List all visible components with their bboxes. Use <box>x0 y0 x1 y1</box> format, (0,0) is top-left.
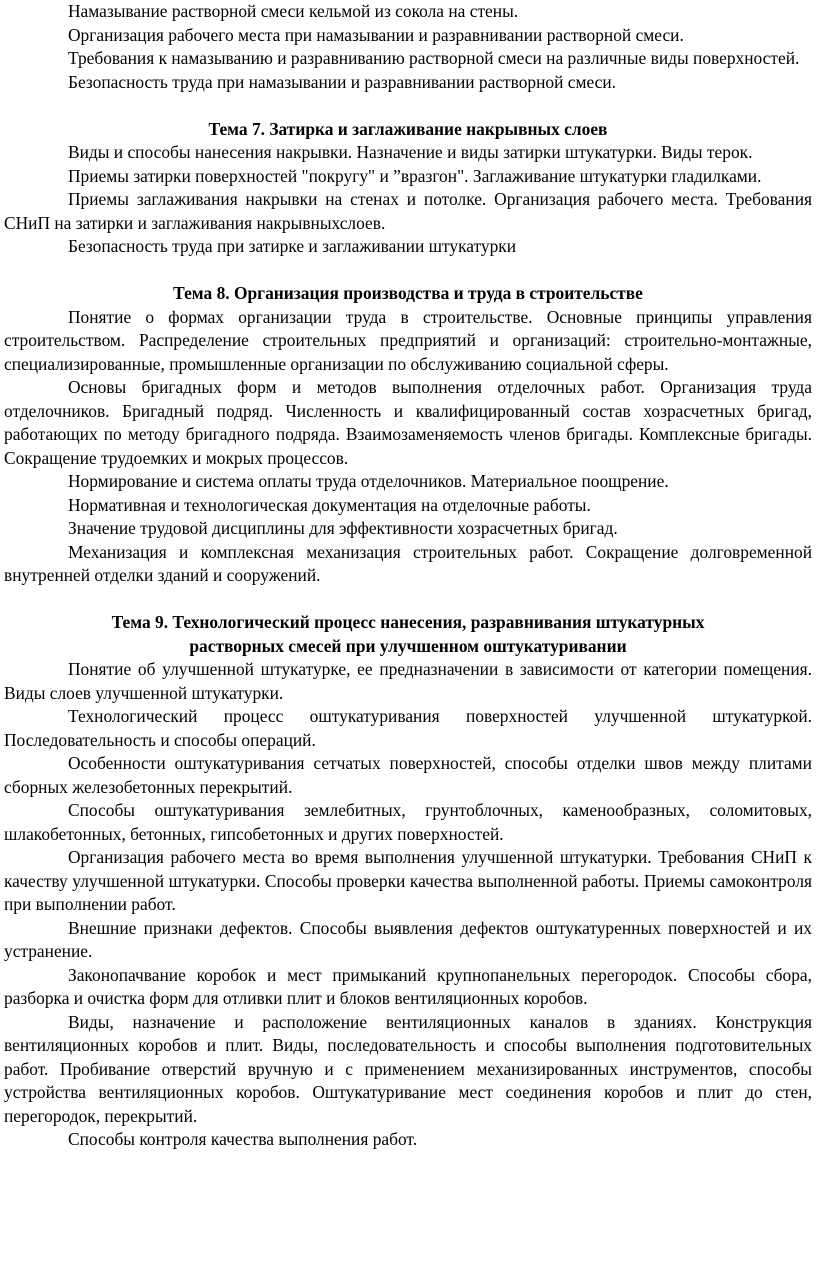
section-gap <box>4 588 812 612</box>
paragraph: Приемы заглаживания накрывки на стенах и потолке. Организация рабочего места. Требования СНиП на затирки и заглаживания накрывныхслоев. <box>4 189 812 233</box>
section-heading-line-2: растворных смесей при улучшенном оштукатуривании <box>189 635 627 656</box>
paragraph: Безопасность труда при затирке и заглаживании штукатурки <box>68 236 517 256</box>
paragraph: Технологический процесс оштукатуривания поверхностей улучшенной штукатуркой. Последовательность и способы операций. <box>4 706 812 750</box>
paragraph: Понятие о формах организации труда в строительстве. Основные принципы управления строительством. Распределение строительных предприятий и организаций: строительно-монтажные, специализированные, промышленные организации по обслуживанию социальной сферы. <box>4 306 812 374</box>
section-heading: Тема 8. Организация производства и труда в строительстве <box>173 283 643 303</box>
paragraph: Намазывание растворной смеси кельмой из сокола на стены. <box>68 1 519 21</box>
paragraph: Нормирование и система оплаты труда отделочников. Материальное поощрение. <box>68 471 669 491</box>
paragraph: Организация рабочего места при намазывании и разравнивании растворной смеси. <box>68 24 684 45</box>
paragraph: Требования к намазыванию и разравниванию растворной смеси на различные виды поверхностей. <box>68 48 800 68</box>
paragraph: Приемы затирки поверхностей "покругу" и ”вразгон". Заглаживание штукатурки гладилками. <box>68 165 762 186</box>
section-gap <box>4 259 812 283</box>
paragraph: Организация рабочего места во время выполнения улучшенной штукатурки. Требования СНиП к качеству улучшенной штукатурки. Способы проверки качества выполненной работы. Приемы самоконтроля при выполнении работ. <box>4 847 812 914</box>
paragraph: Понятие об улучшенной штукатурке, ее предназначении в зависимости от категории помещения. Виды слоев улучшенной штукатурки. <box>4 659 812 703</box>
paragraph: Значение трудовой дисциплины для эффективности хозрасчетных бригад. <box>68 518 618 538</box>
section-heading: Тема 7. Затирка и заглаживание накрывных слоев <box>208 118 608 139</box>
paragraph: Безопасность труда при намазывании и разравнивании растворной смеси. <box>68 71 617 92</box>
paragraph: Внешние признаки дефектов. Способы выявления дефектов оштукатуренных поверхностей и их устранение. <box>4 917 812 961</box>
paragraph: Виды и способы нанесения накрывки. Назначение и виды затирки штукатурки. Виды терок. <box>68 142 753 162</box>
document-page <box>4 0 812 1152</box>
paragraph: Механизация и комплексная механизация строительных работ. Сокращение долговременной внутренней отделки зданий и сооружений. <box>4 541 812 585</box>
paragraph: Основы бригадных форм и методов выполнения отделочных работ. Организация труда отделочников. Бригадный подряд. Численность и квалифицированный состав хозрасчетных бригад, работающих по методу бригадного подряда. Взаимозаменяемость членов бригады. Комплексные бригады. Сокращение трудоемких и мокрых процессов. <box>4 377 812 468</box>
paragraph: Способы оштукатуривания землебитных, грунтоблочных, каменообразных, соломитовых, шлакобетонных, бетонных, гипсобетонных и других поверхностей. <box>4 800 812 844</box>
paragraph: Нормативная и технологическая документация на отделочные работы. <box>68 494 591 515</box>
section-gap <box>4 94 812 118</box>
section-heading-line-1: Тема 9. Технологический процесс нанесения, разравнивания штукатурных <box>111 612 705 632</box>
paragraph: Особенности оштукатуривания сетчатых поверхностей, способы отделки швов между плитами сборных железобетонных перекрытий. <box>4 753 812 797</box>
paragraph: Способы контроля качества выполнения работ. <box>68 1129 418 1149</box>
paragraph: Законопачвание коробок и мест примыканий крупнопанельных перегородок. Способы сбора, разборка и очистка форм для отливки плит и блоков вентиляционных коробов. <box>4 964 812 1008</box>
paragraph: Виды, назначение и расположение вентиляционных каналов в зданиях. Конструкция вентиляционных коробов и плит. Виды, последовательность и способы выполнения подготовительных работ. Пробивание отверстий вручную и с применением механизированных инструментов, способы устройства вентиляционных коробов. Оштукатуривание мест соединения коробов и плит до стен, перегородок, перекрытий. <box>4 1011 812 1126</box>
